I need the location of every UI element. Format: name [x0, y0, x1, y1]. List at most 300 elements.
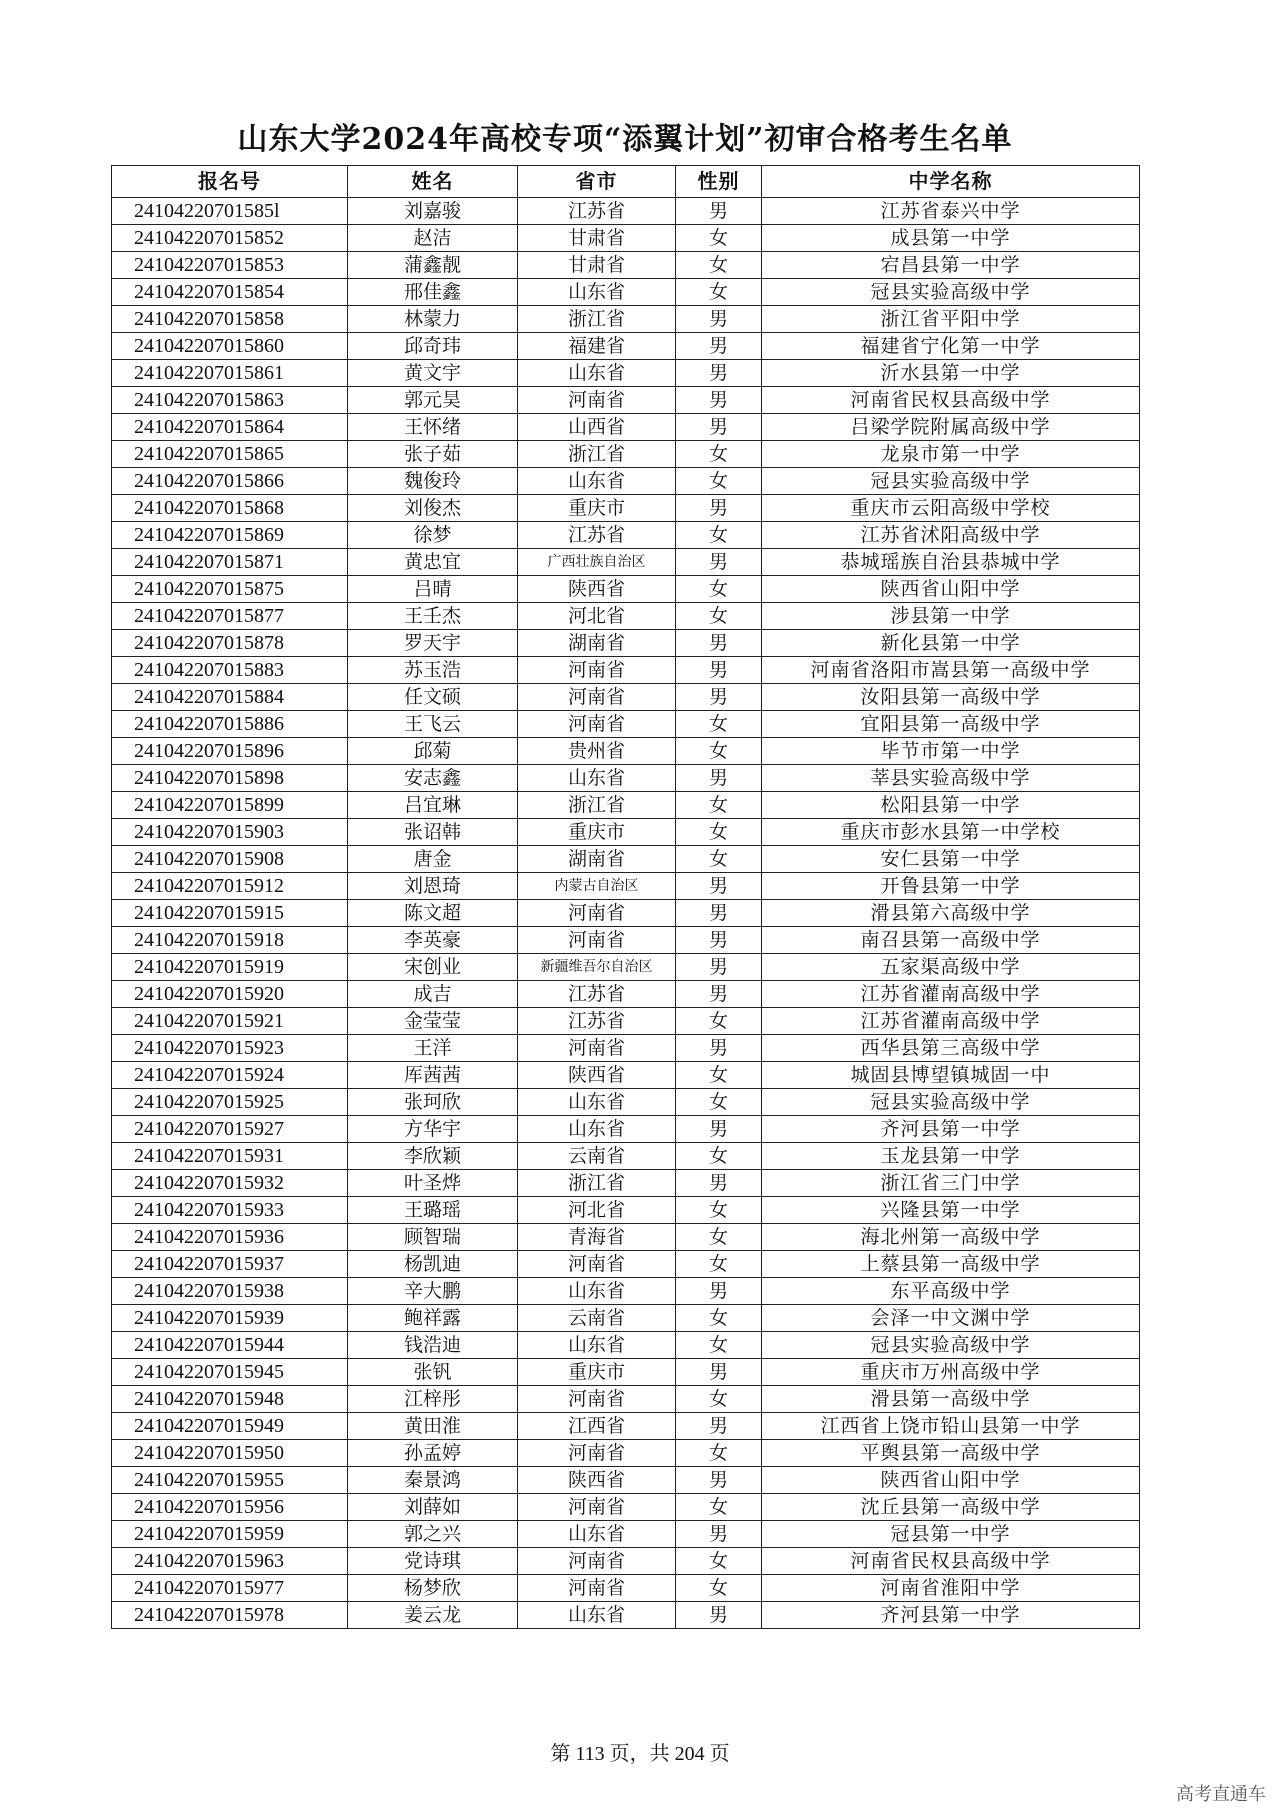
cell-name: 任文硕 — [348, 684, 518, 711]
cell-name: 张子茹 — [348, 441, 518, 468]
table-row — [112, 576, 1140, 603]
cell-registration-number: 241042207015853 — [112, 252, 348, 279]
cell-province: 河南省 — [518, 1386, 676, 1413]
cell-school: 河南省民权县高级中学 — [762, 387, 1140, 414]
cell-province: 河南省 — [518, 387, 676, 414]
table-row — [112, 1467, 1140, 1494]
cell-school: 南召县第一高级中学 — [762, 927, 1140, 954]
table-row — [112, 225, 1140, 252]
cell-registration-number: 241042207015918 — [112, 927, 348, 954]
cell-name: 金莹莹 — [348, 1008, 518, 1035]
cell-name: 张诏韩 — [348, 819, 518, 846]
cell-gender: 女 — [676, 1548, 762, 1575]
cell-name: 邢佳鑫 — [348, 279, 518, 306]
cell-name: 罗天宇 — [348, 630, 518, 657]
cell-gender: 女 — [676, 441, 762, 468]
table-row — [112, 1278, 1140, 1305]
cell-gender: 男 — [676, 333, 762, 360]
cell-name: 王怀绪 — [348, 414, 518, 441]
table-row — [112, 549, 1140, 576]
table-row — [112, 1062, 1140, 1089]
table-row — [112, 1089, 1140, 1116]
cell-province: 河南省 — [518, 657, 676, 684]
cell-school: 汝阳县第一高级中学 — [762, 684, 1140, 711]
cell-school: 会泽一中文渊中学 — [762, 1305, 1140, 1332]
cell-gender: 男 — [676, 900, 762, 927]
cell-school: 涉县第一中学 — [762, 603, 1140, 630]
table-row — [112, 1170, 1140, 1197]
table-row — [112, 1575, 1140, 1602]
cell-name: 孙孟婷 — [348, 1440, 518, 1467]
cell-school: 河南省民权县高级中学 — [762, 1548, 1140, 1575]
cell-registration-number: 241042207015860 — [112, 333, 348, 360]
cell-registration-number: 241042207015854 — [112, 279, 348, 306]
cell-registration-number: 241042207015875 — [112, 576, 348, 603]
cell-gender: 女 — [676, 1143, 762, 1170]
table-row — [112, 333, 1140, 360]
cell-province: 江西省 — [518, 1413, 676, 1440]
cell-school: 河南省洛阳市嵩县第一高级中学 — [762, 657, 1140, 684]
table-row — [112, 900, 1140, 927]
cell-school: 沂水县第一中学 — [762, 360, 1140, 387]
cell-school: 江苏省泰兴中学 — [762, 198, 1140, 225]
cell-registration-number: 241042207015896 — [112, 738, 348, 765]
cell-school: 冠县实验高级中学 — [762, 1089, 1140, 1116]
cell-gender: 女 — [676, 1197, 762, 1224]
cell-registration-number: 241042207015931 — [112, 1143, 348, 1170]
cell-gender: 女 — [676, 576, 762, 603]
cell-school: 河南省淮阳中学 — [762, 1575, 1140, 1602]
cell-gender: 男 — [676, 1035, 762, 1062]
cell-registration-number: 241042207015937 — [112, 1251, 348, 1278]
cell-school: 滑县第六高级中学 — [762, 900, 1140, 927]
cell-province: 河南省 — [518, 1440, 676, 1467]
cell-school: 东平高级中学 — [762, 1278, 1140, 1305]
cell-province: 江苏省 — [518, 198, 676, 225]
cell-province: 山东省 — [518, 279, 676, 306]
table-row — [112, 522, 1140, 549]
table-row — [112, 468, 1140, 495]
cell-province: 山东省 — [518, 765, 676, 792]
cell-name: 安志鑫 — [348, 765, 518, 792]
cell-gender: 女 — [676, 792, 762, 819]
cell-registration-number: 241042207015852 — [112, 225, 348, 252]
cell-province: 云南省 — [518, 1305, 676, 1332]
cell-name: 顾智瑞 — [348, 1224, 518, 1251]
cell-name: 黄忠宜 — [348, 549, 518, 576]
cell-gender: 男 — [676, 549, 762, 576]
cell-school: 吕梁学院附属高级中学 — [762, 414, 1140, 441]
header-gender: 性别 — [676, 166, 762, 198]
cell-name: 邱菊 — [348, 738, 518, 765]
cell-gender: 男 — [676, 684, 762, 711]
cell-province: 山东省 — [518, 1521, 676, 1548]
cell-province: 陕西省 — [518, 1062, 676, 1089]
cell-school: 冠县第一中学 — [762, 1521, 1140, 1548]
cell-province: 山东省 — [518, 360, 676, 387]
cell-school: 齐河县第一中学 — [762, 1602, 1140, 1629]
table-row — [112, 1251, 1140, 1278]
cell-registration-number: 241042207015886 — [112, 711, 348, 738]
cell-name: 厍茜茜 — [348, 1062, 518, 1089]
table-row — [112, 927, 1140, 954]
cell-name: 邱奇玮 — [348, 333, 518, 360]
cell-gender: 男 — [676, 360, 762, 387]
cell-school: 海北州第一高级中学 — [762, 1224, 1140, 1251]
cell-gender: 男 — [676, 1602, 762, 1629]
cell-school: 浙江省平阳中学 — [762, 306, 1140, 333]
cell-name: 郭之兴 — [348, 1521, 518, 1548]
cell-registration-number: 241042207015903 — [112, 819, 348, 846]
cell-registration-number: 241042207015858 — [112, 306, 348, 333]
cell-school: 重庆市万州高级中学 — [762, 1359, 1140, 1386]
cell-gender: 女 — [676, 1305, 762, 1332]
table-row — [112, 279, 1140, 306]
cell-registration-number: 241042207015899 — [112, 792, 348, 819]
table-row — [112, 765, 1140, 792]
cell-province: 陕西省 — [518, 576, 676, 603]
cell-school: 西华县第三高级中学 — [762, 1035, 1140, 1062]
cell-registration-number: 241042207015883 — [112, 657, 348, 684]
cell-name: 黄文宇 — [348, 360, 518, 387]
table-row — [112, 603, 1140, 630]
cell-registration-number: 241042207015869 — [112, 522, 348, 549]
cell-registration-number: 241042207015915 — [112, 900, 348, 927]
cell-name: 苏玉浩 — [348, 657, 518, 684]
table-row — [112, 1548, 1140, 1575]
cell-registration-number: 241042207015884 — [112, 684, 348, 711]
cell-province: 重庆市 — [518, 1359, 676, 1386]
cell-registration-number: 241042207015921 — [112, 1008, 348, 1035]
table-row — [112, 1602, 1140, 1629]
cell-school: 滑县第一高级中学 — [762, 1386, 1140, 1413]
table-row — [112, 1143, 1140, 1170]
cell-gender: 男 — [676, 414, 762, 441]
cell-gender: 男 — [676, 1170, 762, 1197]
cell-school: 重庆市彭水县第一中学校 — [762, 819, 1140, 846]
table-row — [112, 954, 1140, 981]
cell-registration-number: 241042207015950 — [112, 1440, 348, 1467]
table-row — [112, 684, 1140, 711]
table-row — [112, 414, 1140, 441]
cell-registration-number: 241042207015948 — [112, 1386, 348, 1413]
cell-school: 陕西省山阳中学 — [762, 1467, 1140, 1494]
cell-province: 山西省 — [518, 414, 676, 441]
cell-name: 王飞云 — [348, 711, 518, 738]
cell-name: 宋创业 — [348, 954, 518, 981]
cell-school: 城固县博望镇城固一中 — [762, 1062, 1140, 1089]
cell-school: 江苏省沭阳高级中学 — [762, 522, 1140, 549]
cell-name: 赵洁 — [348, 225, 518, 252]
cell-province: 青海省 — [518, 1224, 676, 1251]
cell-province: 河南省 — [518, 900, 676, 927]
cell-school: 宜阳县第一高级中学 — [762, 711, 1140, 738]
cell-registration-number: 241042207015944 — [112, 1332, 348, 1359]
cell-province: 山东省 — [518, 468, 676, 495]
cell-school: 莘县实验高级中学 — [762, 765, 1140, 792]
cell-name: 姜云龙 — [348, 1602, 518, 1629]
cell-gender: 女 — [676, 252, 762, 279]
cell-registration-number: 241042207015868 — [112, 495, 348, 522]
cell-name: 吕晴 — [348, 576, 518, 603]
table-row — [112, 630, 1140, 657]
cell-gender: 女 — [676, 225, 762, 252]
cell-registration-number: 241042207015908 — [112, 846, 348, 873]
cell-name: 郭元昊 — [348, 387, 518, 414]
cell-province: 浙江省 — [518, 306, 676, 333]
cell-registration-number: 241042207015920 — [112, 981, 348, 1008]
cell-gender: 男 — [676, 387, 762, 414]
table-row — [112, 1305, 1140, 1332]
table-row — [112, 1332, 1140, 1359]
header-registration-number: 报名号 — [112, 166, 348, 198]
cell-name: 黄田淮 — [348, 1413, 518, 1440]
watermark: 高考直通车 — [1176, 1784, 1266, 1805]
cell-name: 吕宜琳 — [348, 792, 518, 819]
table-row — [112, 657, 1140, 684]
cell-registration-number: 241042207015866 — [112, 468, 348, 495]
cell-registration-number: 241042207015949 — [112, 1413, 348, 1440]
table-row — [112, 1008, 1140, 1035]
table-row — [112, 1386, 1140, 1413]
candidate-table — [111, 165, 1140, 1629]
cell-registration-number: 241042207015861 — [112, 360, 348, 387]
table-row — [112, 1440, 1140, 1467]
header-province: 省市 — [518, 166, 676, 198]
cell-province: 河南省 — [518, 1548, 676, 1575]
cell-school: 开鲁县第一中学 — [762, 873, 1140, 900]
cell-name: 秦景鸿 — [348, 1467, 518, 1494]
cell-province: 河南省 — [518, 1035, 676, 1062]
cell-name: 王璐瑶 — [348, 1197, 518, 1224]
cell-province: 甘肃省 — [518, 225, 676, 252]
cell-registration-number: 241042207015927 — [112, 1116, 348, 1143]
cell-gender: 男 — [676, 657, 762, 684]
table-row — [112, 1521, 1140, 1548]
cell-province: 山东省 — [518, 1602, 676, 1629]
table-row — [112, 252, 1140, 279]
cell-province: 陕西省 — [518, 1467, 676, 1494]
cell-name: 方华宇 — [348, 1116, 518, 1143]
cell-province: 重庆市 — [518, 495, 676, 522]
cell-gender: 女 — [676, 1332, 762, 1359]
cell-name: 钱浩迪 — [348, 1332, 518, 1359]
table-row — [112, 792, 1140, 819]
cell-province: 重庆市 — [518, 819, 676, 846]
cell-name: 徐梦 — [348, 522, 518, 549]
cell-registration-number: 241042207015945 — [112, 1359, 348, 1386]
cell-name: 张钒 — [348, 1359, 518, 1386]
cell-name: 杨梦欣 — [348, 1575, 518, 1602]
cell-registration-number: 241042207015898 — [112, 765, 348, 792]
cell-name: 张珂欣 — [348, 1089, 518, 1116]
cell-school: 沈丘县第一高级中学 — [762, 1494, 1140, 1521]
cell-registration-number: 241042207015864 — [112, 414, 348, 441]
cell-gender: 女 — [676, 846, 762, 873]
cell-name: 王洋 — [348, 1035, 518, 1062]
cell-province: 河南省 — [518, 1575, 676, 1602]
cell-registration-number: 241042207015959 — [112, 1521, 348, 1548]
cell-province: 福建省 — [518, 333, 676, 360]
table-row — [112, 1224, 1140, 1251]
cell-school: 重庆市云阳高级中学校 — [762, 495, 1140, 522]
cell-school: 江西省上饶市铅山县第一中学 — [762, 1413, 1140, 1440]
cell-province: 河南省 — [518, 927, 676, 954]
cell-gender: 女 — [676, 738, 762, 765]
cell-gender: 男 — [676, 495, 762, 522]
table-row — [112, 495, 1140, 522]
cell-gender: 男 — [676, 1359, 762, 1386]
cell-name: 陈文超 — [348, 900, 518, 927]
cell-school: 龙泉市第一中学 — [762, 441, 1140, 468]
cell-school: 松阳县第一中学 — [762, 792, 1140, 819]
cell-school: 安仁县第一中学 — [762, 846, 1140, 873]
cell-registration-number: 241042207015878 — [112, 630, 348, 657]
table-row — [112, 198, 1140, 225]
table-row — [112, 738, 1140, 765]
table-row — [112, 711, 1140, 738]
cell-province: 甘肃省 — [518, 252, 676, 279]
table-row — [112, 1413, 1140, 1440]
cell-school: 冠县实验高级中学 — [762, 279, 1140, 306]
cell-school: 冠县实验高级中学 — [762, 468, 1140, 495]
cell-gender: 女 — [676, 522, 762, 549]
cell-registration-number: 241042207015863 — [112, 387, 348, 414]
cell-school: 兴隆县第一中学 — [762, 1197, 1140, 1224]
cell-registration-number: 24104220701585l — [112, 198, 348, 225]
cell-province: 贵州省 — [518, 738, 676, 765]
table-row — [112, 873, 1140, 900]
table-row — [112, 1359, 1140, 1386]
table-row — [112, 846, 1140, 873]
page-title: 山东大学2024年高校专项“添翼计划”初审合格考生名单 — [237, 122, 1013, 157]
cell-registration-number: 241042207015871 — [112, 549, 348, 576]
cell-gender: 女 — [676, 819, 762, 846]
cell-province: 云南省 — [518, 1143, 676, 1170]
cell-province: 江苏省 — [518, 981, 676, 1008]
cell-province: 山东省 — [518, 1332, 676, 1359]
cell-school: 福建省宁化第一中学 — [762, 333, 1140, 360]
header-school: 中学名称 — [762, 166, 1140, 198]
cell-gender: 女 — [676, 1575, 762, 1602]
cell-name: 蒲鑫靓 — [348, 252, 518, 279]
cell-gender: 男 — [676, 873, 762, 900]
cell-gender: 男 — [676, 1521, 762, 1548]
cell-name: 党诗琪 — [348, 1548, 518, 1575]
cell-registration-number: 241042207015955 — [112, 1467, 348, 1494]
cell-name: 叶圣烨 — [348, 1170, 518, 1197]
cell-name: 刘嘉骏 — [348, 198, 518, 225]
cell-school: 宕昌县第一中学 — [762, 252, 1140, 279]
cell-gender: 女 — [676, 1494, 762, 1521]
cell-registration-number: 241042207015978 — [112, 1602, 348, 1629]
cell-name: 王壬杰 — [348, 603, 518, 630]
table-row — [112, 387, 1140, 414]
cell-registration-number: 241042207015977 — [112, 1575, 348, 1602]
table-row — [112, 306, 1140, 333]
cell-registration-number: 241042207015963 — [112, 1548, 348, 1575]
table-row — [112, 981, 1140, 1008]
cell-province: 山东省 — [518, 1089, 676, 1116]
cell-province: 河南省 — [518, 1251, 676, 1278]
cell-province: 江苏省 — [518, 1008, 676, 1035]
table-row — [112, 1035, 1140, 1062]
cell-province: 新疆维吾尔自治区 — [518, 954, 676, 981]
cell-school: 新化县第一中学 — [762, 630, 1140, 657]
cell-registration-number: 241042207015939 — [112, 1305, 348, 1332]
cell-registration-number: 241042207015923 — [112, 1035, 348, 1062]
cell-school: 上蔡县第一高级中学 — [762, 1251, 1140, 1278]
cell-gender: 男 — [676, 927, 762, 954]
cell-gender: 女 — [676, 1386, 762, 1413]
cell-school: 成县第一中学 — [762, 225, 1140, 252]
cell-gender: 女 — [676, 1440, 762, 1467]
cell-name: 刘恩琦 — [348, 873, 518, 900]
cell-province: 湖南省 — [518, 630, 676, 657]
cell-province: 内蒙古自治区 — [518, 873, 676, 900]
cell-name: 刘薛如 — [348, 1494, 518, 1521]
cell-province: 河北省 — [518, 1197, 676, 1224]
cell-province: 浙江省 — [518, 441, 676, 468]
cell-province: 湖南省 — [518, 846, 676, 873]
cell-school: 陕西省山阳中学 — [762, 576, 1140, 603]
cell-name: 杨凯迪 — [348, 1251, 518, 1278]
cell-registration-number: 241042207015924 — [112, 1062, 348, 1089]
cell-gender: 男 — [676, 981, 762, 1008]
cell-name: 鲍祥露 — [348, 1305, 518, 1332]
cell-registration-number: 241042207015933 — [112, 1197, 348, 1224]
table-row — [112, 1116, 1140, 1143]
cell-gender: 男 — [676, 954, 762, 981]
cell-registration-number: 241042207015936 — [112, 1224, 348, 1251]
cell-province: 河南省 — [518, 684, 676, 711]
table-body — [112, 198, 1140, 1629]
cell-gender: 女 — [676, 603, 762, 630]
cell-name: 唐金 — [348, 846, 518, 873]
cell-name: 成吉 — [348, 981, 518, 1008]
header-name: 姓名 — [348, 166, 518, 198]
cell-name: 李英豪 — [348, 927, 518, 954]
cell-gender: 女 — [676, 468, 762, 495]
cell-name: 辛大鹏 — [348, 1278, 518, 1305]
cell-name: 魏俊玲 — [348, 468, 518, 495]
cell-name: 江梓彤 — [348, 1386, 518, 1413]
cell-registration-number: 241042207015932 — [112, 1170, 348, 1197]
cell-registration-number: 241042207015865 — [112, 441, 348, 468]
cell-name: 刘俊杰 — [348, 495, 518, 522]
cell-school: 齐河县第一中学 — [762, 1116, 1140, 1143]
cell-school: 五家渠高级中学 — [762, 954, 1140, 981]
table-row — [112, 819, 1140, 846]
cell-registration-number: 241042207015919 — [112, 954, 348, 981]
cell-name: 李欣颖 — [348, 1143, 518, 1170]
cell-province: 河南省 — [518, 1494, 676, 1521]
page-footer: 第 113 页，共 204 页 — [550, 1743, 730, 1765]
cell-province: 广西壮族自治区 — [518, 549, 676, 576]
cell-gender: 男 — [676, 198, 762, 225]
cell-school: 玉龙县第一中学 — [762, 1143, 1140, 1170]
table-row — [112, 1197, 1140, 1224]
cell-name: 林蒙力 — [348, 306, 518, 333]
table-row — [112, 1494, 1140, 1521]
cell-gender: 男 — [676, 306, 762, 333]
cell-gender: 男 — [676, 765, 762, 792]
cell-registration-number: 241042207015912 — [112, 873, 348, 900]
cell-province: 浙江省 — [518, 792, 676, 819]
cell-gender: 男 — [676, 1467, 762, 1494]
cell-province: 浙江省 — [518, 1170, 676, 1197]
cell-gender: 女 — [676, 1062, 762, 1089]
